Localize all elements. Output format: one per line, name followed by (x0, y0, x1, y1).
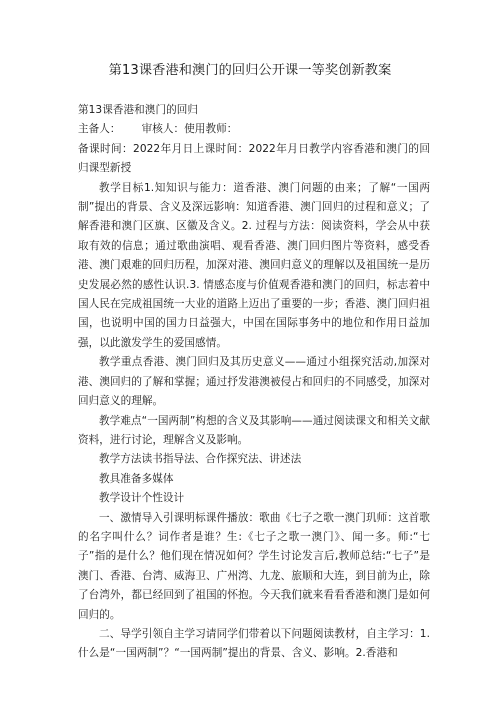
lesson-heading: 第13课香港和澳门的回归 (78, 104, 199, 116)
preparer-blank (121, 120, 142, 139)
reviewer-label: 审核人：使用教师： (141, 123, 238, 136)
paragraph-section-one: 一、激情导入引课明标课件播放：歌曲《七子之歌一澳门玑师：这首歌的名字叫什么？词作者是谁？生:《七子之歌一澳门》、闻一多。师:“七子”指的是什么？他们现在情况如何？学生讨论发言后,教师总结:“七子”是澳门、香港、台湾、威海卫、广州湾、九龙、旅顺和大连，到目前为止，除了台湾外，都已经回到了祖国的怀抱。今天我们就来看看香港和澳门是如何回归的。 (78, 511, 430, 621)
prep-time-line: 备课时间：2022年月日上课时间：2022年月日教学内容香港和澳门的回归课型新授 (78, 142, 430, 175)
paragraph-section-two: 二、导学引领自主学习请同学们带着以下问题阅读教材，自主学习：1. 什么是“一国两制”？“一国两制”提出的背景、含义、影响。2.香港和 (78, 627, 430, 660)
document-body (78, 101, 430, 664)
paragraph-methods: 教学方法读书指导法、合作探究法、讲述法 (99, 453, 302, 466)
paragraph-design: 教学设计个性设计 (99, 492, 185, 505)
paragraph-key-points: 教学重点香港、澳门回归及其历史意义——通过小组探究活动,加深对港、澳回归的了解和掌握；通过抒发港澳被侵占和回归的不同感受，加深对回归意义的理解。 (78, 356, 430, 408)
paragraph-teaching-aids: 教具准备多媒体 (99, 472, 174, 485)
preparer-label: 主备人： (78, 123, 121, 136)
paragraph-difficulties: 教学难点“一国两制”构想的含义及其影响——通过阅读课文和相关文献资料，进行讨论，理解含义及影响。 (78, 414, 430, 446)
document-title: 第13课香港和澳门的回归公开课一等奖创新教案 (108, 63, 392, 78)
meta-row (78, 120, 430, 139)
paragraph-objectives: 教学目标1.知知识与能力：道香港、澳门问题的由来；了解“一国两制”提出的背景、含义及深远影响：知道香港、澳门回归的过程和意义；了解香港和澳门区旗、区徽及含义。2. 过程与方法：阅读资料，学会从中获取有效的信息；通过歌曲演唱、观看香港、澳门回归图片等资料，感受香港、澳门艰难的回归历程，加深对港、澳回归意义的理解以及祖国统一是历史发展必然的感性认识.3. 情感态度与价值观香港和澳门的回归，标志着中国人民在完成祖国统一大业的道路上迈出了重要的一步；香港、澳门回归祖国，也说明中国的国力日益强大，中国在国际事务中的地位和作用日益加强，以此激发学生的爱国感情。 (78, 181, 430, 349)
